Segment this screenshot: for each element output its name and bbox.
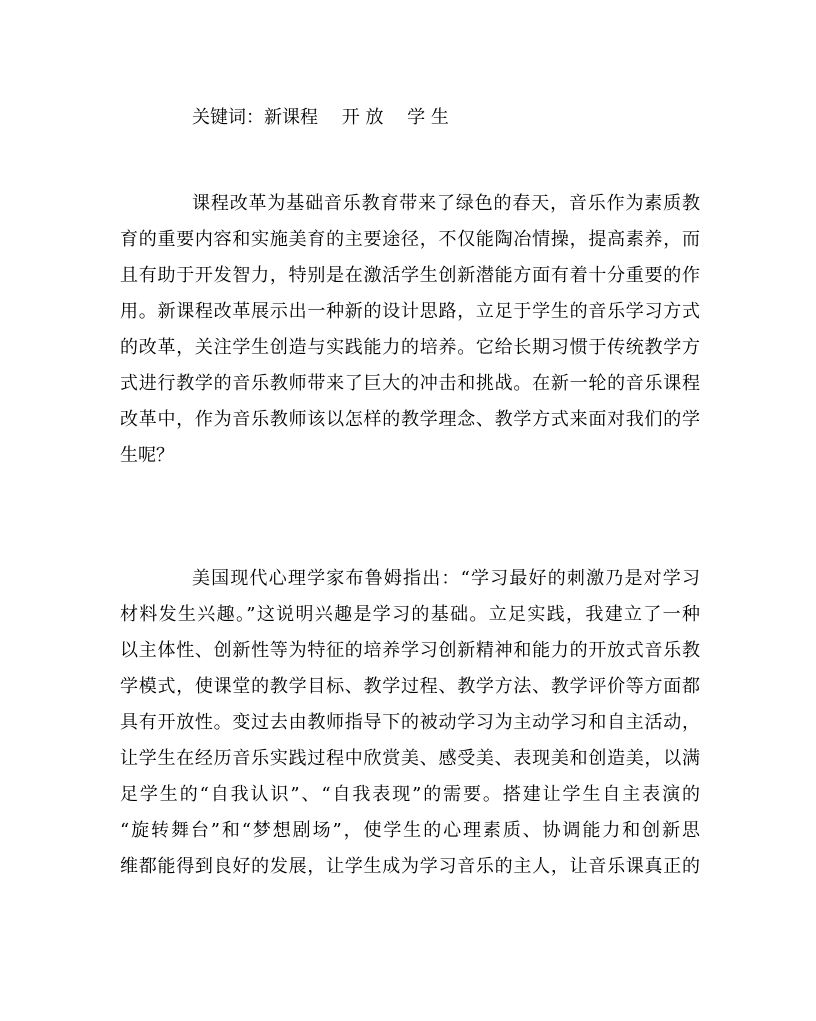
paragraph-line: 以主体性、创新性等为特征的培养学习创新精神和能力的开放式音乐教 bbox=[120, 640, 700, 661]
paragraph-line: 美国现代心理学家布鲁姆指出：“学习最好的刺激乃是对学习 bbox=[192, 568, 700, 589]
paragraph-bloom-interest bbox=[120, 561, 700, 885]
paragraph-line: 的改革，关注学生创造与实践能力的培养。它给长期习惯于传统教学方 bbox=[120, 337, 700, 358]
keywords-line: 关键词：新课程 开 放 学 生 bbox=[192, 107, 449, 128]
paragraph-line: 课程改革为基础音乐教育带来了绿色的春天，音乐作为素质教 bbox=[192, 193, 700, 214]
paragraph-line: 具有开放性。变过去由教师指导下的被动学习为主动学习和自主活动， bbox=[120, 712, 700, 733]
paragraph-line: 材料发生兴趣。”这说明兴趣是学习的基础。立足实践，我建立了一种 bbox=[120, 604, 700, 625]
paragraph-line: 维都能得到良好的发展，让学生成为学习音乐的主人，让音乐课真正的 bbox=[120, 856, 700, 877]
paragraph-line: 式进行教学的音乐教师带来了巨大的冲击和挑战。在新一轮的音乐课程 bbox=[120, 373, 700, 394]
paragraph-line: 改革中，作为音乐教师该以怎样的教学理念、教学方式来面对我们的学 bbox=[120, 409, 700, 430]
paragraph-line: 且有助于开发智力，特别是在激活学生创新潜能方面有着十分重要的作 bbox=[120, 265, 700, 286]
paragraph-curriculum-reform bbox=[120, 186, 700, 474]
paragraph-line: 生呢？ bbox=[120, 445, 174, 466]
paragraph-line: 学模式，使课堂的教学目标、教学过程、教学方法、教学评价等方面都 bbox=[120, 676, 700, 697]
paragraph-line: 让学生在经历音乐实践过程中欣赏美、感受美、表现美和创造美，以满 bbox=[120, 748, 700, 769]
paragraph-line: “旋转舞台”和“梦想剧场”，使学生的心理素质、协调能力和创新思 bbox=[120, 820, 700, 841]
paragraph-line: 足学生的“自我认识”、“自我表现”的需要。搭建让学生自主表演的 bbox=[120, 784, 700, 805]
paragraph-line: 育的重要内容和实施美育的主要途径，不仅能陶冶情操，提高素养，而 bbox=[120, 229, 700, 250]
paragraph-line: 用。新课程改革展示出一种新的设计思路，立足于学生的音乐学习方式 bbox=[120, 301, 700, 322]
